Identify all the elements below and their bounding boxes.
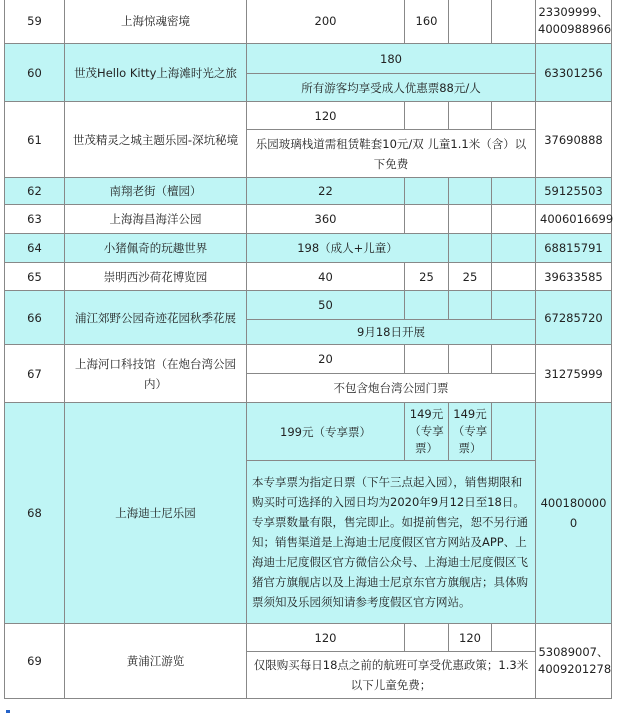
empty-cell bbox=[449, 178, 492, 205]
attraction-name: 上海海昌海洋公园 bbox=[65, 205, 247, 234]
price-cell: 40 bbox=[247, 263, 405, 291]
row-number: 67 bbox=[5, 345, 65, 403]
empty-cell bbox=[449, 345, 492, 374]
note-cell: 9月18日开展 bbox=[247, 320, 536, 345]
phone-cell: 37690888 bbox=[536, 102, 612, 178]
empty-cell bbox=[492, 0, 536, 44]
price-cell-3: 120 bbox=[449, 624, 492, 652]
price-cell: 198（成人+儿童） bbox=[247, 234, 449, 263]
attraction-name: 上海河口科技馆（在炮台湾公园内） bbox=[65, 345, 247, 403]
phone-cell: 23309999、4000988966 bbox=[536, 0, 612, 44]
note-cell: 仅限购买每日18点之前的航班可享受优惠政策；1.3米以下儿童免费； bbox=[247, 652, 536, 699]
row-number: 63 bbox=[5, 205, 65, 234]
empty-cell bbox=[449, 205, 492, 234]
table-row bbox=[5, 263, 612, 291]
table-row bbox=[5, 102, 612, 130]
empty-cell bbox=[492, 205, 536, 234]
note-cell: 不包含炮台湾公园门票 bbox=[247, 374, 536, 403]
row-number: 64 bbox=[5, 234, 65, 263]
table-row bbox=[5, 234, 612, 263]
phone-cell: 59125503 bbox=[536, 178, 612, 205]
row-number: 62 bbox=[5, 178, 65, 205]
row-number: 69 bbox=[5, 624, 65, 699]
empty-cell bbox=[492, 263, 536, 291]
phone-cell: 68815791 bbox=[536, 234, 612, 263]
price-cell: 180 bbox=[247, 44, 536, 74]
empty-cell bbox=[405, 205, 449, 234]
attraction-name: 上海惊魂密境 bbox=[65, 0, 247, 44]
empty-cell bbox=[405, 624, 449, 652]
attraction-name: 南翔老街（檀园） bbox=[65, 178, 247, 205]
row-number: 68 bbox=[5, 403, 65, 624]
page-marker bbox=[6, 710, 10, 713]
empty-cell bbox=[492, 345, 536, 374]
empty-cell bbox=[405, 291, 449, 320]
empty-cell bbox=[492, 234, 536, 263]
empty-cell bbox=[405, 178, 449, 205]
price-cell-3 bbox=[449, 0, 492, 44]
empty-cell bbox=[492, 291, 536, 320]
phone-cell: 39633585 bbox=[536, 263, 612, 291]
attraction-price-table bbox=[4, 0, 612, 699]
attraction-name: 上海迪士尼乐园 bbox=[65, 403, 247, 624]
table-row bbox=[5, 178, 612, 205]
empty-cell bbox=[449, 291, 492, 320]
table-row bbox=[5, 0, 612, 44]
attraction-name: 世茂Hello Kitty上海滩时光之旅 bbox=[65, 44, 247, 102]
empty-cell bbox=[405, 102, 449, 130]
row-number: 61 bbox=[5, 102, 65, 178]
empty-cell bbox=[492, 178, 536, 205]
empty-cell bbox=[449, 102, 492, 130]
price-cell: 360 bbox=[247, 205, 405, 234]
empty-cell bbox=[449, 234, 492, 263]
phone-cell: 63301256 bbox=[536, 44, 612, 102]
price-cell: 22 bbox=[247, 178, 405, 205]
note-cell: 本专享票为指定日票（下午三点起入园），销售期限和购买时可选择的入园日均为2020年9月12日至18日。专享票数量有限，售完即止。如提前售完，恕不另行通知；销售渠道是上海迪士尼度假区官方网站及APP、上海迪士尼度假区官方微信公众号、上海迪士尼度假区飞猪官方旗舰店以及上海迪士尼京东官方旗舰店；具体购票须知及乐园须知请参考度假区官方网站。 bbox=[247, 461, 536, 624]
empty-cell bbox=[492, 102, 536, 130]
attraction-name: 世茂精灵之城主题乐园-深坑秘境 bbox=[65, 102, 247, 178]
table-row bbox=[5, 403, 612, 461]
price-cell-2: 25 bbox=[405, 263, 449, 291]
empty-cell bbox=[492, 624, 536, 652]
price-cell: 120 bbox=[247, 624, 405, 652]
table-row bbox=[5, 291, 612, 320]
attraction-name: 小猪佩奇的玩趣世界 bbox=[65, 234, 247, 263]
price-cell-3: 149元（专享票） bbox=[449, 403, 492, 461]
price-cell: 50 bbox=[247, 291, 405, 320]
attraction-name: 崇明西沙荷花博览园 bbox=[65, 263, 247, 291]
note-cell: 所有游客均享受成人优惠票88元/人 bbox=[247, 74, 536, 102]
price-cell: 199元（专享票） bbox=[247, 403, 405, 461]
price-cell: 20 bbox=[247, 345, 405, 374]
price-cell: 200 bbox=[247, 0, 405, 44]
table-row bbox=[5, 345, 612, 374]
row-number: 65 bbox=[5, 263, 65, 291]
row-number: 59 bbox=[5, 0, 65, 44]
phone-cell: 53089007、4009201278 bbox=[536, 624, 612, 699]
price-cell-2: 160 bbox=[405, 0, 449, 44]
price-cell-3: 25 bbox=[449, 263, 492, 291]
row-number: 60 bbox=[5, 44, 65, 102]
row-number: 66 bbox=[5, 291, 65, 345]
phone-cell: 31275999 bbox=[536, 345, 612, 403]
price-cell: 120 bbox=[247, 102, 405, 130]
table-row bbox=[5, 44, 612, 74]
attraction-name: 浦江郊野公园奇迹花园秋季花展 bbox=[65, 291, 247, 345]
phone-cell: 4001800000 bbox=[536, 403, 612, 624]
price-cell-2: 149元（专享票） bbox=[405, 403, 449, 461]
empty-cell bbox=[405, 345, 449, 374]
table-row bbox=[5, 624, 612, 652]
empty-cell bbox=[492, 403, 536, 461]
attraction-name: 黄浦江游览 bbox=[65, 624, 247, 699]
table-row bbox=[5, 205, 612, 234]
phone-cell: 67285720 bbox=[536, 291, 612, 345]
note-cell: 乐园玻璃栈道需租赁鞋套10元/双 儿童1.1米（含）以下免费 bbox=[247, 130, 536, 178]
phone-cell: 4006016699 bbox=[536, 205, 612, 234]
